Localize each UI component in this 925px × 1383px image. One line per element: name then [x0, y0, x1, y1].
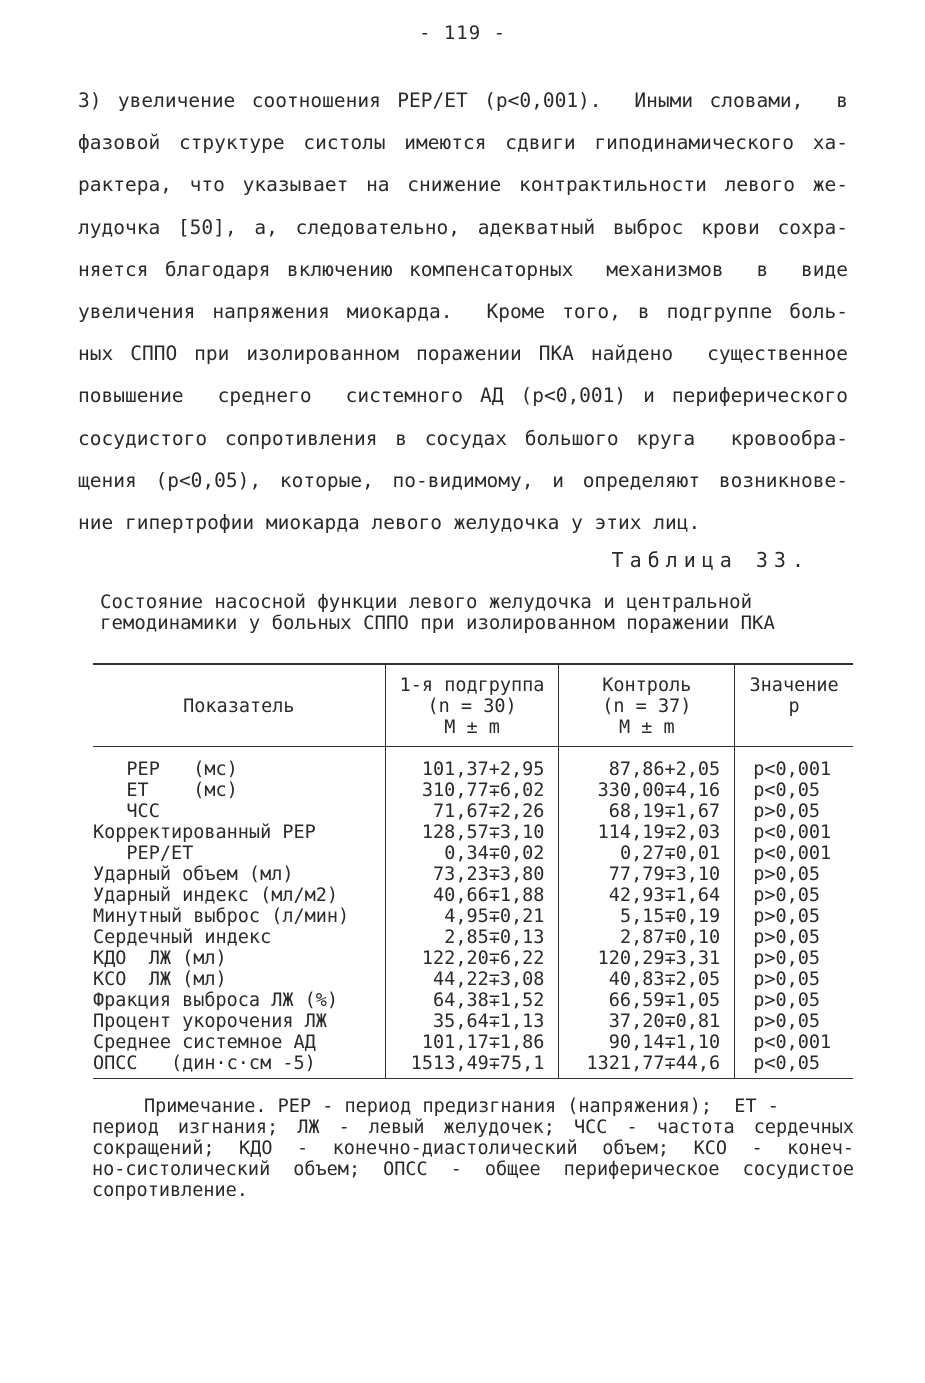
p-value-cell: p<0,001	[735, 822, 853, 843]
note-line: сокращений; КДО - конечно-диастолический объем; КСО - конеч-	[92, 1138, 854, 1159]
p-value-cell: p>0,05	[735, 969, 853, 990]
table-row	[93, 843, 853, 864]
header-indicator: Показатель	[93, 664, 385, 747]
table-row	[93, 864, 853, 885]
group-value-cell: 73,23∓3,80	[385, 864, 559, 885]
group-value-cell: 101,17∓1,86	[385, 1032, 559, 1053]
group-value-cell: 0,34∓0,02	[385, 843, 559, 864]
table-caption	[100, 592, 850, 634]
control-value-cell: 0,27∓0,01	[559, 843, 735, 864]
p-value-cell: p>0,05	[735, 927, 853, 948]
group-value-cell: 4,95∓0,21	[385, 906, 559, 927]
control-value-cell: 1321,77∓44,6	[559, 1053, 735, 1079]
note-line: сопротивление.	[92, 1180, 248, 1201]
p-value-cell: p>0,05	[735, 864, 853, 885]
table-row	[93, 1032, 853, 1053]
page-number: - 119 -	[418, 22, 507, 44]
table-row	[93, 906, 853, 927]
indicator-cell: КСО ЛЖ (мл)	[93, 969, 227, 990]
control-value-cell: 2,87∓0,10	[559, 927, 735, 948]
indicator-cell: Минутный выброс (л/мин)	[93, 906, 350, 927]
header-group: 1-я подгруппа (n = 30) M ± m	[385, 664, 559, 747]
control-value-cell: 42,93∓1,64	[559, 885, 735, 906]
p-value-cell: p>0,05	[735, 1011, 853, 1032]
note-line: но-систолический объем; ОПСС - общее периферическое сосудистое	[92, 1159, 854, 1180]
group-value-cell: 71,67∓2,26	[385, 801, 559, 822]
indicator-cell: Среднее системное АД	[93, 1032, 316, 1053]
header-control: Контроль (n = 37) M ± m	[559, 664, 735, 747]
p-value-cell: p<0,001	[735, 1032, 853, 1053]
p-value-cell: p>0,05	[735, 990, 853, 1011]
table-row	[93, 990, 853, 1011]
table-row	[93, 1053, 853, 1079]
p-value-cell: p>0,05	[735, 948, 853, 969]
p-value-cell: p<0,05	[735, 1053, 853, 1079]
table-header-row	[93, 664, 853, 747]
indicator-cell: ET (мс)	[93, 780, 238, 801]
indicator-cell: ОПСС (дин·с·см -5)	[93, 1053, 385, 1079]
table-row	[93, 780, 853, 801]
group-value-cell: 128,57∓3,10	[385, 822, 559, 843]
indicator-cell: Процент укорочения ЛЖ	[93, 1011, 327, 1032]
table-row	[93, 822, 853, 843]
control-value-cell: 120,29∓3,31	[559, 948, 735, 969]
control-value-cell: 330,00∓4,16	[559, 780, 735, 801]
group-value-cell: 101,37+2,95	[385, 747, 559, 781]
body-line: ние гипертрофии миокарда левого желудочка у этих лиц.	[78, 511, 701, 535]
control-value-cell: 66,59∓1,05	[559, 990, 735, 1011]
p-value-cell: p<0,001	[735, 843, 853, 864]
body-line: щения (p<0,05), которые, по-видимому, и определяют возникнове-	[78, 468, 848, 492]
body-line: 3) увеличение соотношения PEP/ET (p<0,001). Иными словами, в	[78, 89, 848, 112]
group-value-cell: 40,66∓1,88	[385, 885, 559, 906]
caption-line: Состояние насосной функции левого желудочка и центральной	[100, 591, 753, 613]
table-row	[93, 1011, 853, 1032]
table-row	[93, 801, 853, 822]
indicator-cell: Фракция выброса ЛЖ (%)	[93, 990, 339, 1011]
group-value-cell: 35,64∓1,13	[385, 1011, 559, 1032]
p-value-cell: p>0,05	[735, 906, 853, 927]
table-note	[92, 1096, 854, 1201]
table-row	[93, 927, 853, 948]
table-row	[93, 948, 853, 969]
body-line: няется благодаря включению компенсаторных механизмов в виде	[78, 257, 848, 281]
indicator-cell: КДО ЛЖ (мл)	[93, 948, 227, 969]
table-row	[93, 969, 853, 990]
indicator-cell: Сердечный индекс	[93, 927, 272, 948]
body-paragraph	[78, 80, 848, 544]
p-value-cell: p>0,05	[735, 801, 853, 822]
data-table	[93, 663, 853, 1079]
control-value-cell: 5,15∓0,19	[559, 906, 735, 927]
control-value-cell: 77,79∓3,10	[559, 864, 735, 885]
control-value-cell: 114,19∓2,03	[559, 822, 735, 843]
table-row	[93, 885, 853, 906]
p-value-cell: p<0,05	[735, 780, 853, 801]
indicator-cell: PEP/ET	[93, 843, 194, 864]
body-line: повышение среднего системного АД (p<0,001) и периферического	[78, 384, 848, 408]
note-line: период изгнания; ЛЖ - левый желудочек; ЧСС - частота сердечных	[92, 1117, 854, 1138]
indicator-cell: Ударный индекс (мл/м2)	[93, 885, 339, 906]
group-value-cell: 2,85∓0,13	[385, 927, 559, 948]
body-line: фазовой структуре систолы имеются сдвиги гиподинамического ха-	[78, 131, 848, 155]
indicator-cell: Корректированный PEP	[93, 822, 316, 843]
group-value-cell: 1513,49∓75,1	[385, 1053, 559, 1079]
note-line: Примечание. PEP - период предизгнания (напряжения); ET -	[144, 1096, 779, 1117]
group-value-cell: 64,38∓1,52	[385, 990, 559, 1011]
control-value-cell: 87,86+2,05	[559, 747, 735, 781]
body-line: рактера, что указывает на снижение контрактильности левого же-	[78, 173, 848, 197]
control-value-cell: 37,20∓0,81	[559, 1011, 735, 1032]
group-value-cell: 310,77∓6,02	[385, 780, 559, 801]
group-value-cell: 44,22∓3,08	[385, 969, 559, 990]
indicator-cell: ЧСС	[93, 801, 160, 822]
control-value-cell: 90,14∓1,10	[559, 1032, 735, 1053]
p-value-cell: p<0,001	[735, 747, 853, 781]
body-line: лудочка [50], а, следовательно, адекватный выброс крови сохра-	[78, 215, 848, 239]
indicator-cell: Ударный объем (мл)	[93, 864, 294, 885]
control-value-cell: 68,19∓1,67	[559, 801, 735, 822]
group-value-cell: 122,20∓6,22	[385, 948, 559, 969]
control-value-cell: 40,83∓2,05	[559, 969, 735, 990]
body-line: увеличения напряжения миокарда. Кроме того, в подгруппе боль-	[78, 300, 848, 324]
table-label: Таблица 33.	[611, 548, 810, 572]
table-row	[93, 747, 853, 781]
body-line: сосудистого сопротивления в сосудах большого круга кровообра-	[78, 426, 848, 450]
p-value-cell: p>0,05	[735, 885, 853, 906]
header-p-value: Значение p	[735, 664, 853, 747]
caption-line: гемодинамики у больных СППО при изолированном поражении ПКА	[100, 612, 775, 634]
indicator-cell: PEP (мс)	[93, 759, 238, 780]
body-line: ных СППО при изолированном поражении ПКА найдено существенное	[78, 342, 848, 366]
